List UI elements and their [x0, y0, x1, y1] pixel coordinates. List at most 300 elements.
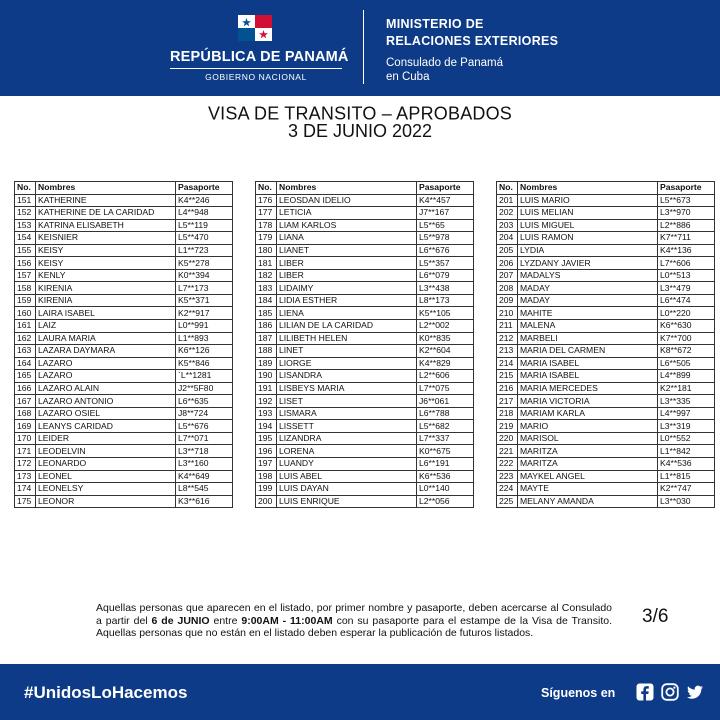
- row-name: LIANA: [277, 232, 417, 245]
- table-row: [256, 357, 474, 370]
- row-name: LAZARO OSIEL: [36, 407, 176, 420]
- row-number: 170: [15, 432, 36, 445]
- row-passport: L8**173: [417, 294, 474, 307]
- row-passport: L4**997: [658, 407, 715, 420]
- row-name: LAZARO: [36, 370, 176, 383]
- table-row: [497, 282, 715, 295]
- row-passport: K8**672: [658, 345, 715, 358]
- row-number: 211: [497, 320, 518, 333]
- table-row: [497, 307, 715, 320]
- row-name: LORENA: [277, 445, 417, 458]
- row-passport: L3**970: [658, 207, 715, 220]
- row-name: MARIA DEL CARMEN: [518, 345, 658, 358]
- government-label: GOBIERNO NACIONAL: [170, 68, 342, 82]
- row-number: 190: [256, 370, 277, 383]
- row-name: LUIS RAMON: [518, 232, 658, 245]
- approved-list-table-2: [255, 181, 474, 508]
- table-row: [497, 244, 715, 257]
- table-row: [15, 382, 233, 395]
- row-passport: K6**630: [658, 320, 715, 333]
- row-number: 222: [497, 458, 518, 471]
- table-row: [15, 495, 233, 508]
- row-name: LAZARA DAYMARA: [36, 345, 176, 358]
- row-passport: L5**673: [658, 194, 715, 207]
- row-number: 178: [256, 219, 277, 232]
- row-passport: K6**536: [417, 470, 474, 483]
- row-number: 152: [15, 207, 36, 220]
- table-row: [497, 382, 715, 395]
- header-banner: [0, 0, 720, 96]
- row-name: LAZARO: [36, 357, 176, 370]
- row-passport: K0**835: [417, 332, 474, 345]
- row-name: LEONOR: [36, 495, 176, 508]
- table-row: [497, 470, 715, 483]
- table-row: [497, 219, 715, 232]
- row-passport: L7**173: [176, 282, 233, 295]
- row-passport: K5**105: [417, 307, 474, 320]
- row-number: 159: [15, 294, 36, 307]
- row-number: 177: [256, 207, 277, 220]
- approved-list-table-1: [14, 181, 233, 508]
- row-name: LEANYS CARIDAD: [36, 420, 176, 433]
- republic-name: REPÚBLICA DE PANAMÁ: [170, 49, 349, 65]
- row-name: LEONARDO: [36, 458, 176, 471]
- table-row: [15, 282, 233, 295]
- table-row: [256, 257, 474, 270]
- row-number: 166: [15, 382, 36, 395]
- row-passport: J6**061: [417, 395, 474, 408]
- row-name: LUIS DAYAN: [277, 483, 417, 496]
- hashtag: #UnidosLoHacemos: [24, 683, 188, 702]
- header-passport: Pasaporte: [658, 182, 715, 195]
- table-row: [256, 407, 474, 420]
- table-row: [256, 194, 474, 207]
- row-passport: L2**606: [417, 370, 474, 383]
- table-row: [15, 407, 233, 420]
- table-row: [497, 420, 715, 433]
- row-name: LIORGE: [277, 357, 417, 370]
- row-passport: K2**917: [176, 307, 233, 320]
- row-passport: K5**278: [176, 257, 233, 270]
- row-passport: K0**394: [176, 269, 233, 282]
- row-name: MARIAM KARLA: [518, 407, 658, 420]
- row-name: MAYKEL ANGEL: [518, 470, 658, 483]
- row-name: MARIA ISABEL: [518, 370, 658, 383]
- row-passport: L3**479: [658, 282, 715, 295]
- row-passport: K4**829: [417, 357, 474, 370]
- table-row: [256, 332, 474, 345]
- row-name: KATHERINE DE LA CARIDAD: [36, 207, 176, 220]
- table-row: [497, 395, 715, 408]
- row-name: MARIA MERCEDES: [518, 382, 658, 395]
- footer-banner: [0, 664, 720, 720]
- row-name: LAIZ: [36, 320, 176, 333]
- row-name: MAYTE: [518, 483, 658, 496]
- row-passport: L3**160: [176, 458, 233, 471]
- row-number: 203: [497, 219, 518, 232]
- approved-list-table-3: [496, 181, 715, 508]
- table-row: [497, 207, 715, 220]
- row-passport: L5**357: [417, 257, 474, 270]
- table-row: [15, 483, 233, 496]
- row-number: 195: [256, 432, 277, 445]
- row-name: KEISY: [36, 244, 176, 257]
- note-text-2: entre: [209, 614, 242, 627]
- header-divider: [363, 10, 364, 84]
- table-row: [256, 445, 474, 458]
- row-number: 216: [497, 382, 518, 395]
- consulate-line-2: en Cuba: [386, 71, 430, 83]
- table-header-row: [256, 182, 474, 195]
- row-number: 191: [256, 382, 277, 395]
- page-indicator: 3/6: [642, 606, 669, 627]
- row-name: LEONEL: [36, 470, 176, 483]
- note-hours: 9:00AM - 11:00AM: [241, 614, 333, 627]
- header-name: Nombres: [36, 182, 176, 195]
- row-number: 171: [15, 445, 36, 458]
- row-name: LIZANDRA: [277, 432, 417, 445]
- row-number: 225: [497, 495, 518, 508]
- row-number: 213: [497, 345, 518, 358]
- row-number: 202: [497, 207, 518, 220]
- row-number: 158: [15, 282, 36, 295]
- row-name: LIENA: [277, 307, 417, 320]
- row-passport: K7**711: [658, 232, 715, 245]
- row-passport: L0**220: [658, 307, 715, 320]
- table-row: [15, 445, 233, 458]
- instructions-note: [96, 602, 612, 640]
- facebook-icon[interactable]: [636, 683, 654, 701]
- table-row: [15, 194, 233, 207]
- row-number: 173: [15, 470, 36, 483]
- row-name: LILIBETH HELEN: [277, 332, 417, 345]
- table-row: [256, 307, 474, 320]
- table-row: [256, 470, 474, 483]
- row-passport: L3**438: [417, 282, 474, 295]
- row-number: 224: [497, 483, 518, 496]
- row-number: 164: [15, 357, 36, 370]
- row-passport: K0**675: [417, 445, 474, 458]
- row-number: 214: [497, 357, 518, 370]
- table-row: [15, 345, 233, 358]
- row-passport: K3**616: [176, 495, 233, 508]
- table-row: [497, 483, 715, 496]
- table-row: [15, 432, 233, 445]
- table-row: [256, 395, 474, 408]
- table-row: [497, 357, 715, 370]
- note-text-3: con su pasaporte para el estampe de la Visa de Transito. Aquellas personas que no están en el listado deben esperar la publicación de futuros listados.: [96, 614, 612, 639]
- row-name: MARITZA: [518, 445, 658, 458]
- row-number: 186: [256, 320, 277, 333]
- table-row: [15, 219, 233, 232]
- row-name: LISMARA: [277, 407, 417, 420]
- row-passport: L1**893: [176, 332, 233, 345]
- row-number: 184: [256, 294, 277, 307]
- row-number: 153: [15, 219, 36, 232]
- row-number: 212: [497, 332, 518, 345]
- row-name: KATRINA ELISABETH: [36, 219, 176, 232]
- table-row: [256, 432, 474, 445]
- table-row: [497, 194, 715, 207]
- row-name: LISET: [277, 395, 417, 408]
- row-number: 198: [256, 470, 277, 483]
- header-no: No.: [497, 182, 518, 195]
- follow-label: Síguenos en: [541, 686, 616, 700]
- row-passport: L4**948: [176, 207, 233, 220]
- table-row: [15, 294, 233, 307]
- row-name: LINET: [277, 345, 417, 358]
- row-number: 201: [497, 194, 518, 207]
- row-passport: L6**474: [658, 294, 715, 307]
- row-passport: L8**545: [176, 483, 233, 496]
- row-number: 210: [497, 307, 518, 320]
- row-passport: L2**002: [417, 320, 474, 333]
- table-row: [15, 470, 233, 483]
- row-passport: L5**119: [176, 219, 233, 232]
- table-row: [497, 332, 715, 345]
- row-passport: L6**191: [417, 458, 474, 471]
- table-row: [15, 458, 233, 471]
- row-name: LEONELSY: [36, 483, 176, 496]
- panama-flag-icon: [238, 15, 272, 41]
- row-name: LISSETT: [277, 420, 417, 433]
- table-row: [15, 207, 233, 220]
- row-number: 172: [15, 458, 36, 471]
- row-passport: L7**075: [417, 382, 474, 395]
- table-row: [15, 395, 233, 408]
- table-row: [497, 432, 715, 445]
- row-passport: J7**167: [417, 207, 474, 220]
- instagram-icon[interactable]: [661, 683, 679, 701]
- row-name: LIDIA ESTHER: [277, 294, 417, 307]
- row-name: LEOSDAN IDELIO: [277, 194, 417, 207]
- row-passport: L0**513: [658, 269, 715, 282]
- row-number: 183: [256, 282, 277, 295]
- row-name: MARBELI: [518, 332, 658, 345]
- table-row: [497, 370, 715, 383]
- table-row: [497, 257, 715, 270]
- row-name: LUIS ABEL: [277, 470, 417, 483]
- row-number: 154: [15, 232, 36, 245]
- row-passport: K2**747: [658, 483, 715, 496]
- row-number: 155: [15, 244, 36, 257]
- row-number: 218: [497, 407, 518, 420]
- row-number: 220: [497, 432, 518, 445]
- row-name: LAIRA ISABEL: [36, 307, 176, 320]
- table-row: [256, 269, 474, 282]
- twitter-icon[interactable]: [686, 683, 704, 701]
- row-number: 163: [15, 345, 36, 358]
- table-row: [256, 294, 474, 307]
- row-passport: K2**604: [417, 345, 474, 358]
- table-row: [15, 320, 233, 333]
- row-passport: L3**335: [658, 395, 715, 408]
- row-name: LEIDER: [36, 432, 176, 445]
- row-name: LUIS MELIAN: [518, 207, 658, 220]
- document-date: 3 DE JUNIO 2022: [287, 121, 433, 141]
- table-row: [497, 458, 715, 471]
- row-name: MADALYS: [518, 269, 658, 282]
- row-name: LIDAIMY: [277, 282, 417, 295]
- row-number: 188: [256, 345, 277, 358]
- row-passport: L7**071: [176, 432, 233, 445]
- row-passport: K2**181: [658, 382, 715, 395]
- row-name: MELANY AMANDA: [518, 495, 658, 508]
- table-row: [256, 483, 474, 496]
- table-row: [256, 420, 474, 433]
- row-number: 176: [256, 194, 277, 207]
- table-row: [497, 345, 715, 358]
- row-number: 180: [256, 244, 277, 257]
- row-name: LAZARO ALAIN: [36, 382, 176, 395]
- row-name: MARITZA: [518, 458, 658, 471]
- table-row: [15, 307, 233, 320]
- row-passport: L0**991: [176, 320, 233, 333]
- row-passport: L6**079: [417, 269, 474, 282]
- row-name: KEISY: [36, 257, 176, 270]
- row-number: 204: [497, 232, 518, 245]
- table-row: [15, 332, 233, 345]
- table-row: [256, 345, 474, 358]
- row-passport: L5**682: [417, 420, 474, 433]
- table-row: [15, 269, 233, 282]
- row-passport: K4**649: [176, 470, 233, 483]
- document-title: VISA DE TRANSITO – APROBADOS: [207, 102, 513, 124]
- row-name: LEODELVIN: [36, 445, 176, 458]
- row-passport: J2**5F80: [176, 382, 233, 395]
- table-row: [256, 320, 474, 333]
- row-name: LAURA MARIA: [36, 332, 176, 345]
- row-number: 168: [15, 407, 36, 420]
- row-number: 185: [256, 307, 277, 320]
- table-row: [15, 357, 233, 370]
- row-number: 162: [15, 332, 36, 345]
- table-row: [15, 232, 233, 245]
- table-row: [497, 445, 715, 458]
- row-number: 221: [497, 445, 518, 458]
- row-name: LIBER: [277, 257, 417, 270]
- table-row: [256, 382, 474, 395]
- row-passport: K7**700: [658, 332, 715, 345]
- table-row: [497, 269, 715, 282]
- table-row: [256, 282, 474, 295]
- row-number: 179: [256, 232, 277, 245]
- row-number: 189: [256, 357, 277, 370]
- row-number: 223: [497, 470, 518, 483]
- row-number: 187: [256, 332, 277, 345]
- note-date: 6 de JUNIO: [151, 614, 210, 627]
- row-number: 161: [15, 320, 36, 333]
- ministry-line-2: RELACIONES EXTERIORES: [386, 34, 559, 48]
- row-name: LILIAN DE LA CARIDAD: [277, 320, 417, 333]
- row-name: KIRENIA: [36, 282, 176, 295]
- row-name: KEISNIER: [36, 232, 176, 245]
- row-passport: L4**899: [658, 370, 715, 383]
- table-row: [15, 420, 233, 433]
- note-text-1: Aquellas personas que aparecen en el listado, por primer nombre y pasaporte, deben acercarse al Consulado a partir del: [96, 602, 612, 627]
- row-number: 175: [15, 495, 36, 508]
- row-number: 174: [15, 483, 36, 496]
- row-passport: L5**65: [417, 219, 474, 232]
- row-passport: L1**842: [658, 445, 715, 458]
- table-row: [497, 407, 715, 420]
- row-name: LISANDRA: [277, 370, 417, 383]
- row-name: LUIS ENRIQUE: [277, 495, 417, 508]
- row-name: LETICIA: [277, 207, 417, 220]
- header-no: No.: [256, 182, 277, 195]
- row-passport: L1**815: [658, 470, 715, 483]
- table-row: [15, 244, 233, 257]
- table-row: [256, 244, 474, 257]
- row-number: 167: [15, 395, 36, 408]
- ministry-line-1: MINISTERIO DE: [386, 17, 484, 31]
- header-passport: Pasaporte: [417, 182, 474, 195]
- row-number: 208: [497, 282, 518, 295]
- row-passport: L5**676: [176, 420, 233, 433]
- row-number: 196: [256, 445, 277, 458]
- row-name: LIANET: [277, 244, 417, 257]
- row-name: LYZDANY JAVIER: [518, 257, 658, 270]
- row-name: KENLY: [36, 269, 176, 282]
- row-passport: L1**723: [176, 244, 233, 257]
- row-passport: K6**126: [176, 345, 233, 358]
- consulate-line-1: Consulado de Panamá: [386, 57, 503, 69]
- row-name: KATHERINE: [36, 194, 176, 207]
- row-passport: `L**1281: [176, 370, 233, 383]
- row-number: 199: [256, 483, 277, 496]
- header-name: Nombres: [277, 182, 417, 195]
- row-number: 181: [256, 257, 277, 270]
- row-passport: L6**505: [658, 357, 715, 370]
- row-name: MAHITE: [518, 307, 658, 320]
- row-name: MALENA: [518, 320, 658, 333]
- row-number: 194: [256, 420, 277, 433]
- table-row: [256, 207, 474, 220]
- row-name: LAZARO ANTONIO: [36, 395, 176, 408]
- row-name: LISBEYS MARIA: [277, 382, 417, 395]
- row-number: 169: [15, 420, 36, 433]
- row-number: 217: [497, 395, 518, 408]
- row-name: MARIA ISABEL: [518, 357, 658, 370]
- row-passport: L7**606: [658, 257, 715, 270]
- row-passport: L5**470: [176, 232, 233, 245]
- row-passport: L3**030: [658, 495, 715, 508]
- table-header-row: [497, 182, 715, 195]
- header-name: Nombres: [518, 182, 658, 195]
- table-row: [497, 232, 715, 245]
- table-row: [497, 495, 715, 508]
- table-row: [256, 458, 474, 471]
- row-number: 160: [15, 307, 36, 320]
- table-header-row: [15, 182, 233, 195]
- row-passport: L6**635: [176, 395, 233, 408]
- row-passport: L2**056: [417, 495, 474, 508]
- row-passport: K4**136: [658, 244, 715, 257]
- row-name: MADAY: [518, 294, 658, 307]
- row-name: LIAM KARLOS: [277, 219, 417, 232]
- table-row: [256, 370, 474, 383]
- row-name: LIBER: [277, 269, 417, 282]
- row-number: 206: [497, 257, 518, 270]
- row-passport: K5**846: [176, 357, 233, 370]
- table-row: [15, 257, 233, 270]
- row-number: 193: [256, 407, 277, 420]
- row-number: 200: [256, 495, 277, 508]
- row-number: 165: [15, 370, 36, 383]
- table-row: [256, 232, 474, 245]
- row-number: 219: [497, 420, 518, 433]
- row-number: 209: [497, 294, 518, 307]
